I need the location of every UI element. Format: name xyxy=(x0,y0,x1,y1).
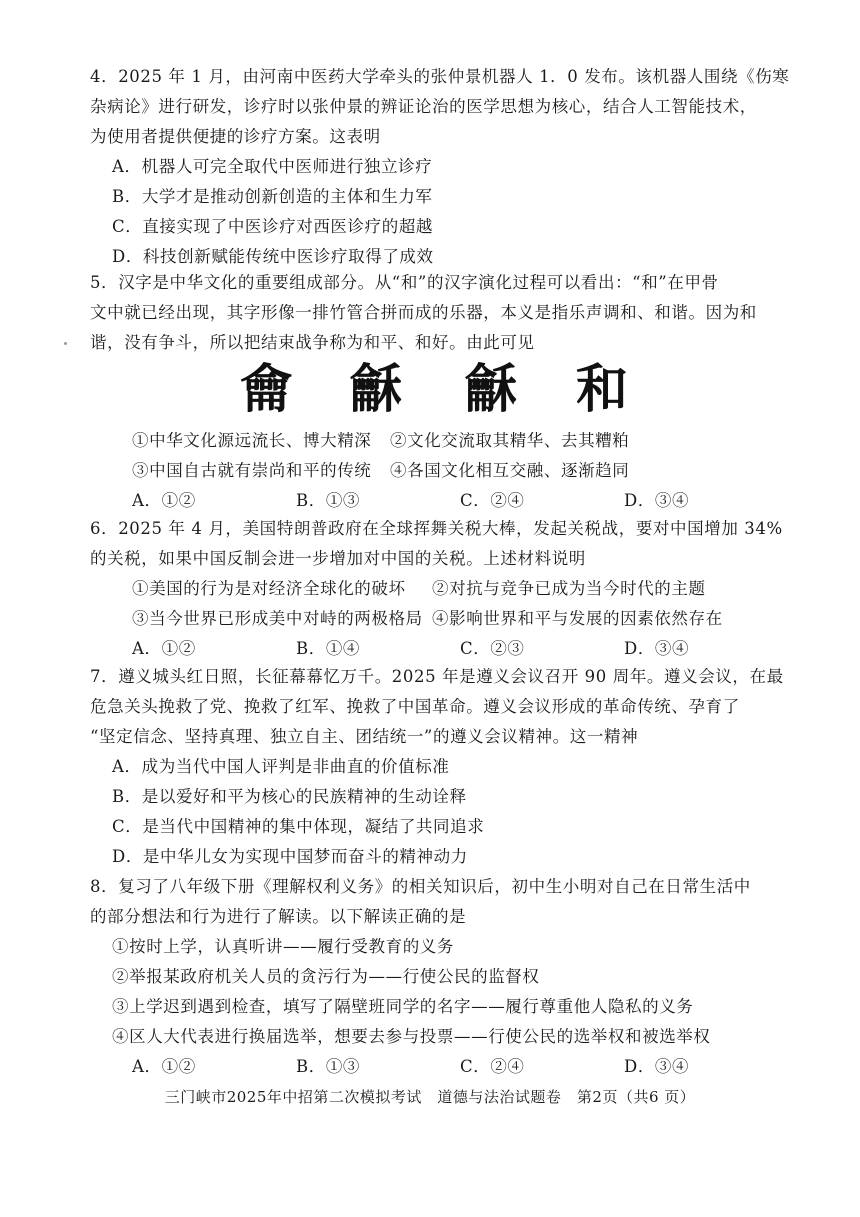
q7-option-c: C．是当代中国精神的集中体现，凝结了共同追求 xyxy=(112,817,485,836)
q4-option-b: B．大学才是推动创新创造的主体和生力军 xyxy=(112,187,433,206)
oracle-bone-glyph: 龠 xyxy=(240,359,293,420)
q6-statement-2: ②对抗与竞争已成为当今时代的主题 xyxy=(432,579,706,598)
q8-stem-line: 的部分想法和行为进行了解读。以下解读正确的是 xyxy=(90,907,467,926)
q6-stem-line: 6．2025 年 4 月，美国特朗普政府在全球挥舞关税大棒，发起关税战，要对中国增加 34% xyxy=(90,519,783,538)
q8-choice-c: C．②④ xyxy=(460,1057,525,1076)
q5-statement-2: ②文化交流取其精华、去其糟粕 xyxy=(390,431,630,450)
q4-option-a: A．机器人可完全取代中医师进行独立诊疗 xyxy=(112,157,433,176)
q5-statement-1: ①中华文化源远流长、博大精深 xyxy=(132,431,372,450)
q5-statement-row xyxy=(90,426,790,456)
q6-stem-line: 的关税，如果中国反制会进一步增加对中国的关税。上述材料说明 xyxy=(90,549,586,568)
question-5-options xyxy=(90,426,790,516)
q5-statement-row xyxy=(90,456,790,486)
q7-option-d: D．是中华儿女为实现中国梦而奋斗的精神动力 xyxy=(112,847,468,866)
q5-statement-3: ③中国自古就有崇尚和平的传统 xyxy=(132,461,372,480)
q5-choices xyxy=(90,486,790,516)
q4-stem-line: 杂病论》进行研发，诊疗时以张仲景的辨证论治的医学思想为核心，结合人工智能技术， xyxy=(90,97,757,116)
page-footer: 三门峡市2025年中招第二次模拟考试 道德与法治试题卷 第2页（共6 页） xyxy=(164,1088,696,1106)
question-8 xyxy=(90,872,790,1082)
q8-statement-2: ②举报某政府机关人员的贪污行为——行使公民的监督权 xyxy=(112,967,540,986)
q5-statement-4: ④各国文化相互交融、逐渐趋同 xyxy=(390,461,630,480)
scan-speck xyxy=(64,342,67,345)
q4-option-d: D．科技创新赋能传统中医诊疗取得了成效 xyxy=(112,247,434,266)
q6-choice-d: D．③④ xyxy=(624,639,690,658)
q7-stem-line: “坚定信念、坚持真理、独立自主、团结统一”的遵义会议精神。这一精神 xyxy=(90,727,639,746)
q5-stem-line: 5．汉字是中华文化的重要组成部分。从“和”的汉字演化过程可以看出：“和”在甲骨 xyxy=(90,273,719,292)
q6-statement-1: ①美国的行为是对经济全球化的破坏 xyxy=(132,579,406,598)
q5-choice-d: D．③④ xyxy=(624,491,690,510)
q5-stem-line: 文中就已经出现，其字形像一排竹管合拼而成的乐器，本义是指乐声调和、和谐。因为和 xyxy=(90,303,757,322)
bronze-glyph: 龢 xyxy=(350,359,403,420)
he-character-evolution-figure xyxy=(240,360,660,420)
q6-choice-c: C．②③ xyxy=(460,639,525,658)
q5-choice-b: B．①③ xyxy=(296,491,361,510)
q4-stem-line: 为使用者提供便捷的诊疗方案。这表明 xyxy=(90,127,381,146)
q5-choice-c: C．②④ xyxy=(460,491,525,510)
question-7 xyxy=(90,662,790,872)
q6-statement-3: ③当今世界已形成美中对峙的两极格局 xyxy=(132,609,423,628)
q8-statement-1: ①按时上学，认真听讲——履行受教育的义务 xyxy=(112,937,454,956)
q8-statement-3: ③上学迟到遇到检查，填写了隔壁班同学的名字——履行尊重他人隐私的义务 xyxy=(112,997,694,1016)
q8-stem-line: 8．复习了八年级下册《理解权利义务》的相关知识后，初中生小明对自己在日常生活中 xyxy=(90,877,751,896)
question-4 xyxy=(90,62,790,272)
q8-choice-b: B．①③ xyxy=(296,1057,361,1076)
q6-choice-b: B．①④ xyxy=(296,639,361,658)
q6-choices xyxy=(90,634,790,664)
q4-option-c: C．直接实现了中医诊疗对西医诊疗的超越 xyxy=(112,217,434,236)
q6-statement-row xyxy=(90,574,790,604)
seal-glyph: 龢 xyxy=(465,359,518,420)
q8-choices xyxy=(90,1052,790,1082)
q7-option-b: B．是以爱好和平为核心的民族精神的生动诠释 xyxy=(112,787,467,806)
q8-choice-d: D．③④ xyxy=(624,1057,690,1076)
q8-statement-4: ④区人大代表进行换届选举，想要去参与投票——行使公民的选举权和被选举权 xyxy=(112,1027,711,1046)
q5-choice-a: A．①② xyxy=(132,491,196,510)
q7-option-a: A．成为当代中国人评判是非曲直的价值标准 xyxy=(112,757,450,776)
q6-statement-row xyxy=(90,604,790,634)
q5-stem-line: 谐，没有争斗，所以把结束战争称为和平、和好。由此可见 xyxy=(90,333,535,352)
question-6 xyxy=(90,514,790,664)
modern-glyph: 和 xyxy=(576,359,629,420)
q6-statement-4: ④影响世界和平与发展的因素依然存在 xyxy=(432,609,723,628)
q7-stem-line: 危急关头挽救了党、挽救了红军、挽救了中国革命。遵义会议形成的革命传统、孕育了 xyxy=(90,697,740,716)
q4-stem-line: 4．2025 年 1 月，由河南中医药大学牵头的张仲景机器人 1．0 发布。该机器人围绕《伤寒 xyxy=(90,67,790,86)
q7-stem-line: 7．遵义城头红日照，长征幕幕忆万千。2025 年是遵义会议召开 90 周年。遵义会议，在最 xyxy=(90,667,784,686)
q6-choice-a: A．①② xyxy=(132,639,196,658)
question-5 xyxy=(90,268,790,358)
q8-choice-a: A．①② xyxy=(132,1057,196,1076)
